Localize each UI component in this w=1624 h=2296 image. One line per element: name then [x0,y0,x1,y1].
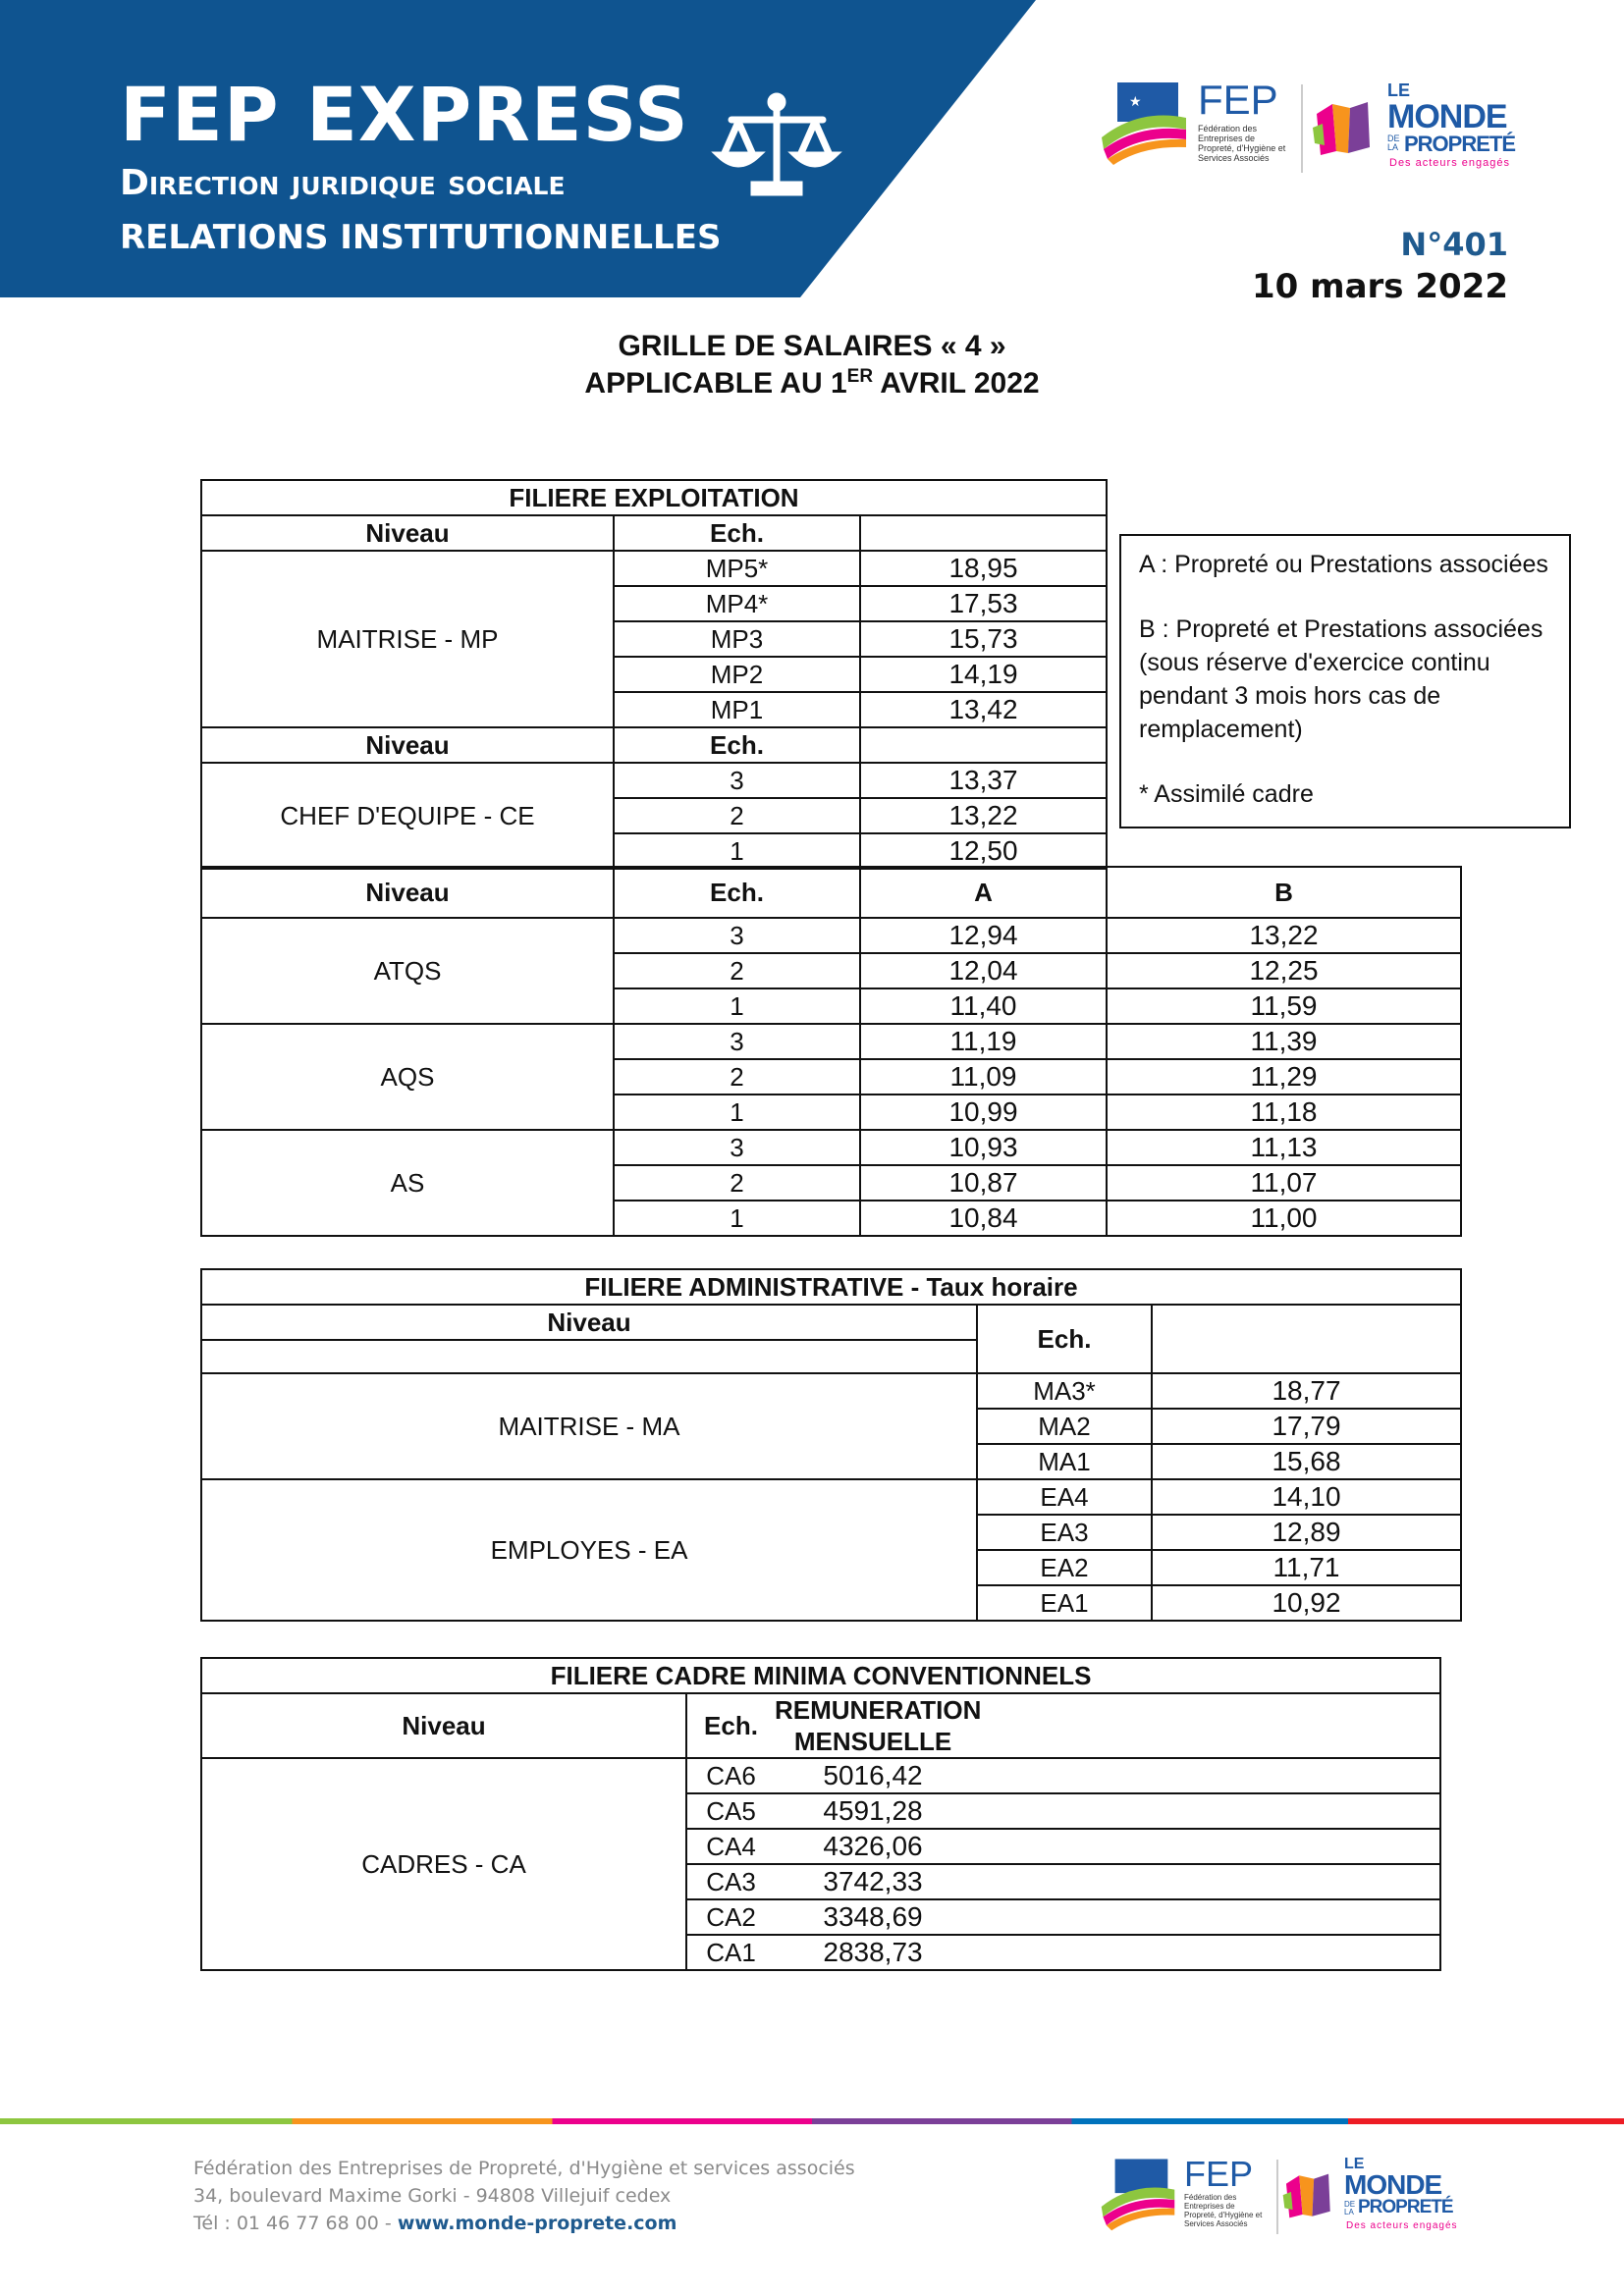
footer-fep-logo-graphic [1100,2156,1176,2232]
issue-date: 10 mars 2022 [1252,267,1508,306]
value-cell: 14,10 [1152,1479,1461,1515]
monde-proprete-logo-graphic [1311,94,1380,163]
value-b: 11,59 [1107,988,1461,1024]
footer-color-bar [0,2118,1624,2124]
value-cell: 18,95 [860,551,1107,586]
value-a: 10,87 [860,1165,1107,1201]
value-a: 11,09 [860,1059,1107,1095]
col-remuneration: REMUNERATION MENSUELLE [775,1695,982,1756]
ech-cell: CA4 [686,1829,775,1864]
mdp-le: LE [1387,80,1411,100]
ech-cell: 3 [614,1130,860,1165]
header-subtitle-1: Direction juridique sociale [120,163,566,203]
ech-cell: 3 [614,1024,860,1059]
value-a: 12,94 [860,918,1107,953]
exploitation-table-bottom [200,866,1462,1237]
ech-cell: CA2 [686,1899,775,1935]
ech-cell: MA1 [977,1444,1152,1479]
footer-fep-name: FEP [1184,2154,1254,2194]
issue-number: N°401 [1400,226,1508,263]
value-cell: 4326,06 [775,1829,971,1864]
niveau-maitrise-mp: MAITRISE - MP [201,551,614,727]
value-cell: 17,53 [860,586,1107,621]
niveau-employes-ea: EMPLOYES - EA [201,1479,977,1621]
value-b: 11,07 [1107,1165,1461,1201]
ech-cell: MP4* [614,586,860,621]
fep-logo-caption: Fédération des Entreprises de Propreté, d'Hygiène et Services Associés [1198,124,1286,163]
value-cell: 12,89 [1152,1515,1461,1550]
niveau-chef-equipe: CHEF D'EQUIPE - CE [201,763,614,869]
value-a: 12,04 [860,953,1107,988]
ech-cell: 1 [614,988,860,1024]
value-b: 11,29 [1107,1059,1461,1095]
niveau-as: AS [201,1130,614,1236]
value-b: 11,13 [1107,1130,1461,1165]
value-b: 11,00 [1107,1201,1461,1236]
col-niveau: Niveau [201,727,614,763]
footer-mdp-le: LE [1344,2156,1365,2172]
col-ech: Ech. [686,1693,775,1758]
footer-fep-caption: Fédération des Entreprises de Propreté, d'Hygiène et Services Associés [1184,2193,1263,2228]
niveau-atqs: ATQS [201,918,614,1024]
value-cell: 11,71 [1152,1550,1461,1585]
ech-cell: EA3 [977,1515,1152,1550]
value-a: 10,93 [860,1130,1107,1165]
administrative-table [200,1268,1462,1622]
mdp-monde: MONDE [1387,98,1507,135]
ech-cell: 1 [614,1095,860,1130]
ech-cell: EA2 [977,1550,1152,1585]
value-cell: 12,50 [860,833,1107,869]
fep-logo-graphic [1100,79,1188,167]
footer-mdp-proprete: PROPRETÉ [1358,2197,1453,2217]
cadre-table [200,1657,1441,1971]
footer-mdp-tagline: Des acteurs engagés [1346,2220,1458,2231]
value-cell: 15,68 [1152,1444,1461,1479]
value-cell: 4591,28 [775,1793,971,1829]
ech-cell: CA1 [686,1935,775,1970]
ech-cell: MP2 [614,657,860,692]
footer-line-1: Fédération des Entreprises de Propreté, d'Hygiène et services associés [193,2158,855,2179]
value-cell: 2838,73 [775,1935,971,1970]
value-a: 11,19 [860,1024,1107,1059]
value-cell: 3742,33 [775,1864,971,1899]
mdp-de-la: DE LA [1387,133,1400,152]
ech-cell: 3 [614,918,860,953]
footer-line-2: 34, boulevard Maxime Gorki - 94808 Villejuif cedex [193,2185,672,2207]
col-niveau: Niveau [201,1693,686,1758]
fep-logo-name: FEP [1198,77,1278,123]
ech-cell: EA1 [977,1585,1152,1621]
value-cell: 17,79 [1152,1409,1461,1444]
svg-text:★: ★ [1129,93,1142,109]
niveau-maitrise-ma: MAITRISE - MA [201,1373,977,1479]
footer-mdp-de-la: DE LA [1344,2200,1356,2216]
legend-box [1119,534,1571,828]
exploitation-title: FILIERE EXPLOITATION [201,480,1107,515]
mdp-proprete: PROPRETÉ [1404,132,1516,156]
ech-cell: 3 [614,763,860,798]
value-cell: 18,77 [1152,1373,1461,1409]
col-niveau: Niveau [201,515,614,551]
value-b: 12,25 [1107,953,1461,988]
col-a: A [860,867,1107,918]
col-ech: Ech. [614,727,860,763]
ech-cell: CA3 [686,1864,775,1899]
value-cell: 3348,69 [775,1899,971,1935]
value-cell: 10,92 [1152,1585,1461,1621]
value-b: 11,39 [1107,1024,1461,1059]
legend-a: A : Propreté ou Prestations associées [1139,551,1548,578]
ech-cell: 2 [614,798,860,833]
monde-proprete-logo [1311,80,1517,179]
ech-cell: 2 [614,1059,860,1095]
footer-fep-logo [1100,2156,1296,2239]
value-cell: 5016,42 [775,1758,971,1793]
cadre-title: FILIERE CADRE MINIMA CONVENTIONNELS [201,1658,1440,1693]
col-b: B [1107,867,1461,918]
value-a: 11,40 [860,988,1107,1024]
value-cell: 13,42 [860,692,1107,727]
ech-cell: 2 [614,953,860,988]
website-link[interactable]: www.monde-proprete.com [397,2213,677,2234]
header-title: FEP EXPRESS [120,71,689,158]
value-a: 10,84 [860,1201,1107,1236]
value-cell: 13,37 [860,763,1107,798]
mdp-tagline: Des acteurs engagés [1389,157,1510,169]
header-subtitle-2: RELATIONS INSTITUTIONNELLES [120,218,722,257]
administrative-title: FILIERE ADMINISTRATIVE - Taux horaire [201,1269,1461,1305]
niveau-aqs: AQS [201,1024,614,1130]
value-cell: 13,22 [860,798,1107,833]
ech-cell: MA2 [977,1409,1152,1444]
ech-cell: CA6 [686,1758,775,1793]
ech-cell: EA4 [977,1479,1152,1515]
value-cell: 14,19 [860,657,1107,692]
ech-cell: 1 [614,833,860,869]
footer-mdp-monde: MONDE [1344,2169,1442,2200]
footer-line-3: Tél : 01 46 77 68 00 - www.monde-proprete.com [193,2213,677,2234]
value-b: 11,18 [1107,1095,1461,1130]
col-ech: Ech. [614,515,860,551]
document-title-line-2: APPLICABLE AU 1ER AVRIL 2022 [584,366,1040,400]
document-title-line-1: GRILLE DE SALAIRES « 4 » [618,330,1006,362]
ech-cell: MP1 [614,692,860,727]
ech-cell: CA5 [686,1793,775,1829]
legend-b: B : Propreté et Prestations associées (sous réserve d'exercice continu pendant 3 mois hors cas de remplacement) [1139,615,1543,743]
ech-cell: MP5* [614,551,860,586]
ech-cell: 1 [614,1201,860,1236]
legend-star: * Assimilé cadre [1139,780,1314,808]
value-a: 10,99 [860,1095,1107,1130]
niveau-cadres-ca: CADRES - CA [201,1758,686,1970]
value-cell: 15,73 [860,621,1107,657]
ech-cell: MA3* [977,1373,1152,1409]
footer-monde-proprete-graphic [1281,2167,1338,2224]
ech-cell: MP3 [614,621,860,657]
col-niveau: Niveau [201,1305,977,1340]
value-b: 13,22 [1107,918,1461,953]
col-ech: Ech. [977,1305,1152,1373]
ech-cell: 2 [614,1165,860,1201]
fep-logo [1100,79,1296,177]
col-ech: Ech. [614,867,860,918]
col-niveau: Niveau [201,867,614,918]
exploitation-table-top [200,479,1108,870]
footer-monde-proprete-logo [1281,2156,1478,2244]
